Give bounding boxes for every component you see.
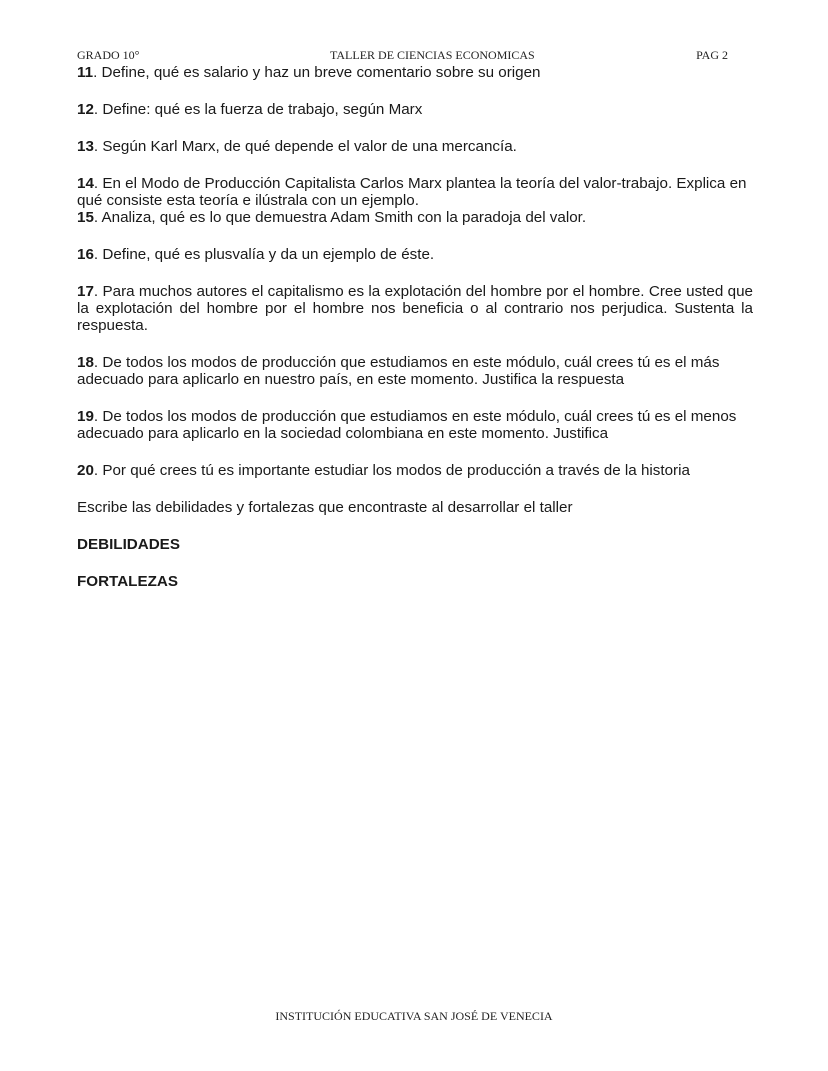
question-text: . Define, qué es plusvalía y da un ejemplo de éste. — [93, 246, 435, 263]
question-text: . Por qué crees tú es importante estudiar los modos de producción a través de la historia — [93, 462, 690, 479]
strengths-heading: FORTALEZAS — [77, 573, 178, 590]
page-footer — [0, 1009, 828, 1024]
document-body — [77, 64, 753, 590]
question-20 — [77, 462, 753, 479]
question-18 — [77, 354, 753, 388]
question-number: 20 — [77, 462, 94, 479]
question-16 — [77, 246, 753, 263]
question-11 — [77, 64, 753, 81]
question-number: 18 — [77, 354, 94, 371]
question-text: . Define: qué es la fuerza de trabajo, según Marx — [93, 101, 423, 118]
question-text: . Define, qué es salario y haz un breve comentario sobre su origen — [93, 64, 541, 81]
question-number: 12 — [77, 101, 94, 118]
question-number: 13 — [77, 138, 94, 155]
question-number: 17 — [77, 283, 94, 300]
question-text: . Para muchos autores el capitalismo es la explotación del hombre por el hombre. Cree usted que la explotación del hombre por el hombre nos beneficia o al contrario nos perjudica. Sustenta la respuesta. — [77, 283, 753, 334]
question-14 — [77, 175, 753, 209]
question-number: 11 — [77, 64, 94, 81]
question-19 — [77, 408, 753, 442]
document-title: TALLER DE CIENCIAS ECONOMICAS — [330, 48, 535, 62]
question-text: . En el Modo de Producción Capitalista Carlos Marx plantea la teoría del valor-trabajo. Explica en qué consiste esta teoría e ilústrala con un ejemplo. — [77, 175, 747, 209]
page-number: PAG 2 — [696, 48, 728, 62]
instruction-text: Escribe las debilidades y fortalezas que encontraste al desarrollar el taller — [77, 499, 573, 516]
question-text: . Analiza, qué es lo que demuestra Adam Smith con la paradoja del valor. — [93, 209, 587, 226]
weaknesses-heading: DEBILIDADES — [77, 536, 180, 553]
question-number: 14 — [77, 175, 94, 192]
question-text: . De todos los modos de producción que estudiamos en este módulo, cuál crees tú es el menos adecuado para aplicarlo en la sociedad colombiana en este momento. Justifica — [77, 408, 737, 442]
question-text: . Según Karl Marx, de qué depende el valor de una mercancía. — [93, 138, 517, 155]
question-13 — [77, 138, 753, 155]
grade-label: GRADO 10° — [77, 48, 140, 62]
question-15 — [77, 209, 753, 226]
page-header — [77, 48, 728, 64]
question-17 — [77, 283, 753, 334]
question-text: . De todos los modos de producción que estudiamos en este módulo, cuál crees tú es el más adecuado para aplicarlo en nuestro país, en este momento. Justifica la respuesta — [77, 354, 720, 388]
question-number: 15 — [77, 209, 94, 226]
question-number: 16 — [77, 246, 94, 263]
institution-name: INSTITUCIÓN EDUCATIVA SAN JOSÉ DE VENECIA — [275, 1009, 553, 1023]
question-number: 19 — [77, 408, 94, 425]
question-12 — [77, 101, 753, 118]
